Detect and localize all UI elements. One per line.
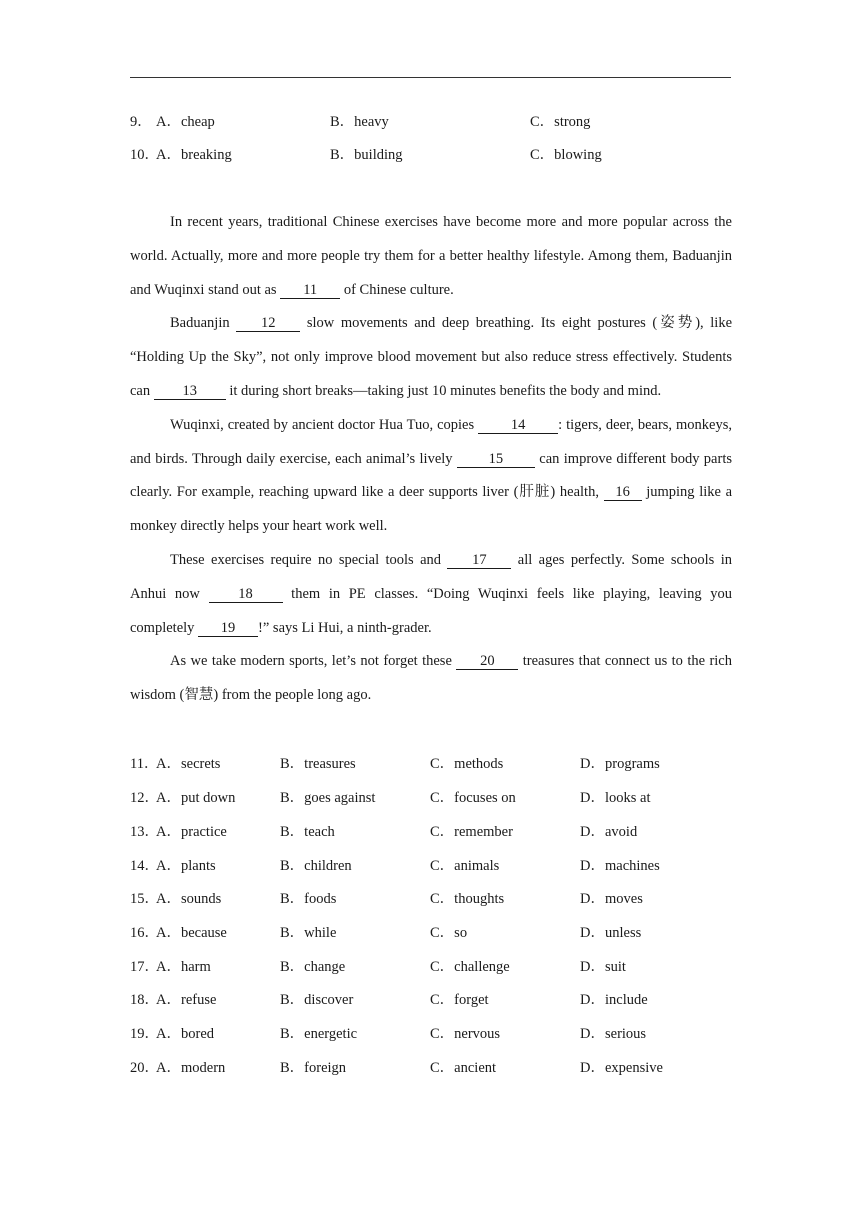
option-c: C．blowing — [530, 147, 602, 163]
option-d: D．serious — [580, 1026, 647, 1042]
option-a: A．modern — [156, 1060, 226, 1076]
question-number: 17． — [130, 959, 159, 975]
option-b: B．children — [280, 858, 352, 874]
question-number: 18． — [130, 992, 159, 1008]
header-rule — [130, 77, 731, 78]
option-c: C．thoughts — [430, 891, 505, 907]
option-c: C．forget — [430, 992, 489, 1008]
option-b: B．building — [330, 147, 403, 163]
question-number: 9． — [130, 114, 152, 130]
option-d: D．include — [580, 992, 648, 1008]
paragraph-2: Baduanjin 12 slow movements and deep breathing. Its eight postures (姿势), like “Holding Up the Sky”, not only improve blood movement but also reduce stress effectively. Students can 13 it during short breaks—taking just 10 minutes benefits the body and mind. — [130, 315, 733, 399]
option-b: B．treasures — [280, 756, 356, 772]
option-c: C．so — [430, 925, 468, 941]
option-c: C．animals — [430, 858, 500, 874]
passage — [130, 206, 732, 713]
option-b: B．discover — [280, 992, 354, 1008]
option-a: A．secrets — [156, 756, 221, 772]
option-a: A．practice — [156, 824, 227, 840]
option-a: A．plants — [156, 858, 216, 874]
option-d: D．expensive — [580, 1060, 663, 1076]
question-number: 19． — [130, 1026, 159, 1042]
option-c: C．remember — [430, 824, 513, 840]
option-b: B．foods — [280, 891, 337, 907]
option-d: D．avoid — [580, 824, 638, 840]
paragraph-4: These exercises require no special tools and 17 all ages perfectly. Some schools in Anhui now 18 them in PE classes. “Doing Wuqinxi feels like playing, leaving you completely 19 !” says Li Hui, a ninth-grader. — [130, 551, 732, 636]
question-number: 15． — [130, 891, 159, 907]
paragraph-1: In recent years, traditional Chinese exercises have become more and more popular across the world. Actually, more and more people try them for a better healthy lifestyle. Among them, Baduanjin and Wuqinxi stand out as 11 of Chinese culture. — [130, 214, 732, 298]
option-a: A．harm — [156, 959, 211, 975]
option-a: A．refuse — [156, 992, 217, 1008]
question-number: 16． — [130, 925, 159, 941]
question-number: 10． — [130, 147, 159, 163]
option-c: C．methods — [430, 756, 504, 772]
question-number: 13． — [130, 824, 159, 840]
option-c: C．ancient — [430, 1060, 497, 1076]
option-c: C．focuses on — [430, 790, 516, 806]
option-b: B．foreign — [280, 1060, 347, 1076]
question-number: 14． — [130, 858, 159, 874]
blank-16: 16 — [604, 484, 642, 501]
blank-18: 18 — [209, 586, 283, 603]
option-a: A．cheap — [156, 114, 215, 130]
blank-15: 15 — [457, 451, 535, 468]
option-b: B．energetic — [280, 1026, 358, 1042]
option-d: D．moves — [580, 891, 643, 907]
option-a: A．bored — [156, 1026, 214, 1042]
option-c: C．challenge — [430, 959, 510, 975]
blank-17: 17 — [447, 552, 511, 569]
paragraph-3: Wuqinxi, created by ancient doctor Hua Tuo, copies 14 : tigers, deer, bears, monkeys, and birds. Through daily exercise, each animal’s lively 15 can improve different body parts clearly. For example, reaching upward like a deer supports liver (肝脏) health, 16 jumping like a monkey directly helps your heart work well. — [130, 416, 733, 535]
option-b: B．teach — [280, 824, 335, 840]
option-d: D．unless — [580, 925, 642, 941]
option-d: D．programs — [580, 756, 660, 772]
option-a: A．because — [156, 925, 227, 941]
blank-19: 19 — [198, 620, 258, 637]
option-b: B．change — [280, 959, 346, 975]
option-a: A．breaking — [156, 147, 232, 163]
option-c: C．strong — [530, 114, 591, 130]
option-d: D．suit — [580, 959, 626, 975]
blank-13: 13 — [154, 383, 226, 400]
paragraph-5: As we take modern sports, let’s not forget these 20 treasures that connect us to the rich wisdom (智慧) from the people long ago. — [130, 653, 732, 704]
blank-12: 12 — [236, 315, 300, 332]
blank-20: 20 — [456, 653, 518, 670]
option-a: A．sounds — [156, 891, 222, 907]
blank-11: 11 — [280, 282, 340, 299]
option-c: C．nervous — [430, 1026, 501, 1042]
option-b: B．goes against — [280, 790, 376, 806]
question-number: 12． — [130, 790, 159, 806]
blank-14: 14 — [478, 417, 558, 434]
question-number: 20． — [130, 1060, 159, 1076]
option-d: D．looks at — [580, 790, 651, 806]
option-a: A．put down — [156, 790, 236, 806]
option-b: B．heavy — [330, 114, 389, 130]
option-b: B．while — [280, 925, 337, 941]
question-number: 11． — [130, 756, 159, 772]
option-d: D．machines — [580, 858, 660, 874]
